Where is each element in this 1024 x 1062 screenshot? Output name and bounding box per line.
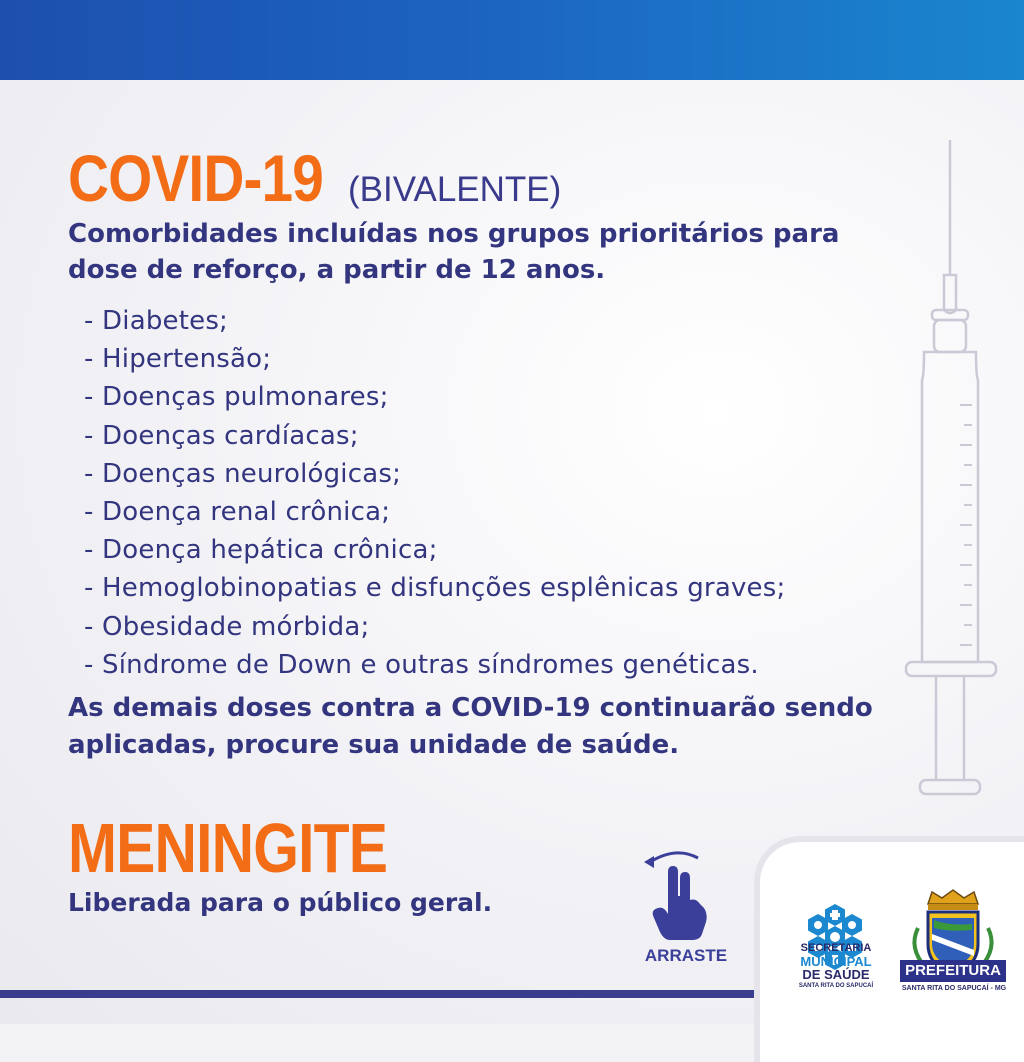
swipe-label: ARRASTE: [644, 946, 728, 965]
health-secretariat-name: [790, 942, 882, 991]
covid-outro: As demais doses contra a COVID-19 continuarão sendo aplicadas, procure sua unidade de saúde.: [68, 693, 873, 760]
list-item: - Doença renal crônica;: [84, 497, 391, 528]
secretariat-line3: DE SAÚDE: [802, 967, 870, 982]
secretariat-line4: SANTA RITA DO SAPUCAÍ: [798, 983, 874, 989]
list-item: - Diabetes;: [84, 306, 229, 336]
conditions-list: [84, 302, 785, 684]
meningite-subtitle: Liberada para o público geral.: [68, 888, 493, 917]
swipe-hand-icon: [636, 848, 736, 943]
covid-title-row: [68, 140, 562, 216]
list-item: - Doenças neurológicas;: [84, 458, 402, 489]
list-item: - Hipertensão;: [84, 344, 272, 375]
header-bar: [0, 0, 1024, 80]
swipe-indicator[interactable]: [636, 848, 736, 978]
list-item: - Doenças pulmonares;: [84, 382, 389, 413]
bottom-divider: [0, 990, 770, 998]
syringe-icon: [898, 140, 1004, 800]
city-hall-title: PREFEITURA: [900, 960, 1006, 982]
list-item: - Doenças cardíacas;: [84, 420, 359, 451]
list-item: - Síndrome de Down e outras síndromes genéticas.: [84, 649, 759, 680]
secretariat-line1: SECRETARIA: [800, 942, 872, 954]
secretariat-line2: MUNICIPAL: [800, 954, 872, 969]
covid-title: COVID-19: [68, 141, 323, 215]
list-item: - Doença hepática crônica;: [84, 535, 438, 566]
list-item: - Obesidade mórbida;: [84, 611, 370, 642]
covid-intro: Comorbidades incluídas nos grupos prioritários para dose de reforço, a partir de 12 anos.: [68, 219, 840, 285]
covid-subtitle: (BIVALENTE): [348, 170, 562, 209]
meningite-title: MENINGITE: [68, 809, 388, 887]
list-item: - Hemoglobinopatias e disfunções esplênicas graves;: [84, 573, 786, 604]
city-hall-subtitle: SANTA RITA DO SAPUCAÍ - MG: [901, 985, 1007, 992]
